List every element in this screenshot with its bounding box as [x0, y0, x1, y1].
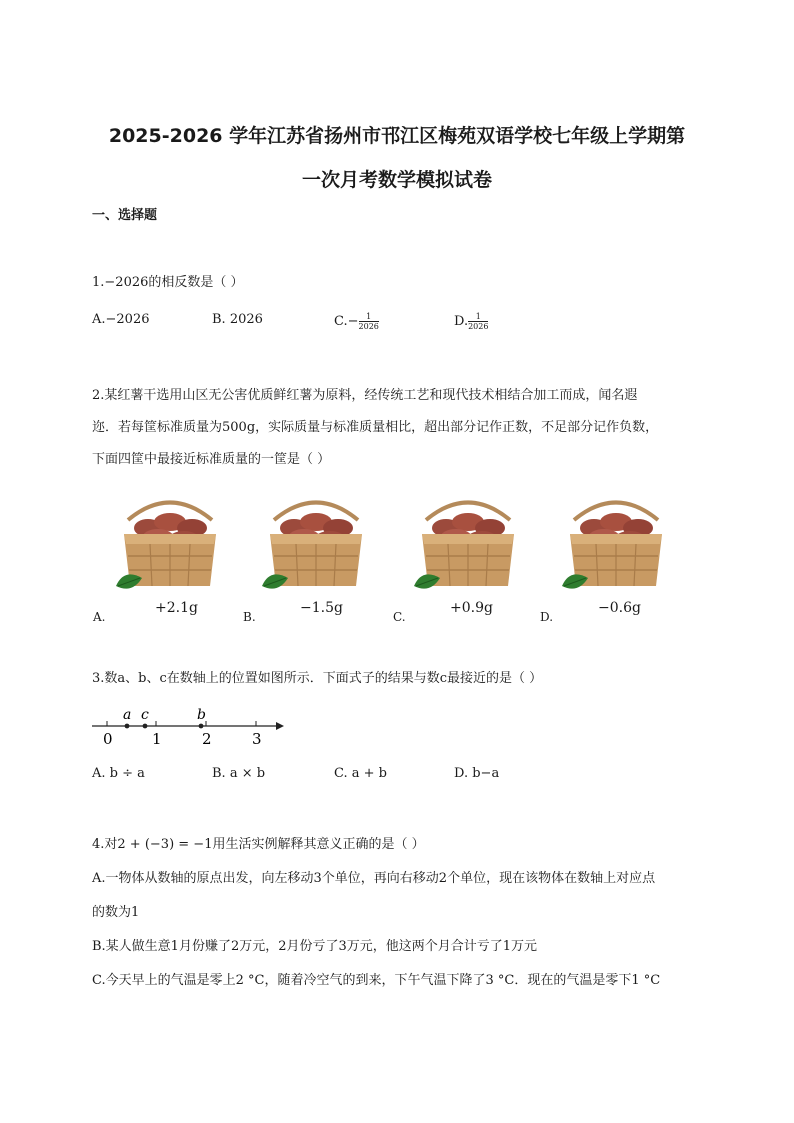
- point-label-a: a: [123, 707, 132, 723]
- q1-option-a[interactable]: A.−2026: [92, 312, 150, 327]
- axis-label-1: 1: [152, 730, 162, 748]
- question-1-stem: 1.−2026的相反数是（ ）: [92, 275, 244, 290]
- basket-image-c: [408, 490, 528, 600]
- title-line-2: 一次月考数学模拟试卷: [301, 169, 492, 191]
- q2-option-d-label[interactable]: D.: [540, 610, 554, 624]
- q2-option-c-value: +0.9g: [450, 600, 493, 616]
- axis-label-2: 2: [202, 730, 212, 748]
- axis-label-0: 0: [103, 730, 113, 748]
- q2-option-b-label[interactable]: B.: [243, 610, 256, 624]
- q3-option-b[interactable]: B. a × b: [212, 766, 266, 781]
- number-line-arrow-icon: [276, 722, 284, 730]
- q3-option-c[interactable]: C. a + b: [334, 766, 387, 781]
- q1-option-c-fraction: [359, 312, 379, 331]
- section-heading: 一、选择题: [92, 208, 158, 223]
- q1-option-c[interactable]: [334, 312, 379, 331]
- question-3-stem: 3.数a、b、c在数轴上的位置如图所示．下面式子的结果与数c最接近的是（ ）: [92, 671, 543, 686]
- q4-option-a-line-1[interactable]: A.一物体从数轴的原点出发，向左移动3个单位，再向右移动2个单位，现在该物体在数轴上对应点: [92, 871, 656, 886]
- title-line-1: 2025-2026 学年江苏省扬州市邗江区梅苑双语学校七年级上学期第: [108, 125, 686, 147]
- point-c: [143, 724, 148, 729]
- q2-line-3: 下面四筐中最接近标准质量的一筐是（ ）: [92, 452, 331, 467]
- basket-image-a: [110, 490, 230, 600]
- fraction-denominator: 2026: [358, 322, 379, 331]
- point-label-c: c: [141, 707, 149, 723]
- q1-option-d-prefix: D.: [454, 314, 469, 329]
- q1-option-b[interactable]: B. 2026: [212, 312, 263, 327]
- axis-label-3: 3: [252, 730, 262, 748]
- q2-option-a-value: +2.1g: [155, 600, 198, 616]
- point-b: [199, 724, 204, 729]
- q1-option-d[interactable]: [454, 312, 488, 331]
- point-label-b: b: [197, 707, 206, 723]
- q3-option-a[interactable]: A. b ÷ a: [92, 766, 145, 781]
- q2-line-2: 迩．若每筐标准质量为500g，实际质量与标准质量相比，超出部分记作正数，不足部分记作负数，: [92, 420, 659, 435]
- fraction-denominator: 2026: [468, 322, 489, 331]
- number-line: [92, 702, 292, 748]
- basket-image-d: [556, 490, 676, 600]
- q4-option-c[interactable]: C.今天早上的气温是零上2 °C，随着冷空气的到来，下午气温下降了3 °C．现在的气温是零下1 °C: [92, 973, 661, 988]
- question-4-stem: 4.对2 + (−3) = −1用生活实例解释其意义正确的是（ ）: [92, 837, 425, 852]
- q2-option-d-value: −0.6g: [598, 600, 641, 616]
- question-4: [92, 828, 712, 998]
- basket-image-b: [256, 490, 376, 600]
- q1-option-c-prefix: C.−: [334, 314, 359, 329]
- fraction-numerator: 1: [359, 312, 379, 322]
- question-3-options: [92, 766, 712, 790]
- question-1-options: [92, 312, 712, 336]
- page-title: [60, 114, 734, 202]
- q4-option-a-line-2[interactable]: 的数为1: [92, 905, 140, 920]
- q2-option-a-label[interactable]: A.: [93, 610, 106, 624]
- q4-option-b[interactable]: B.某人做生意1月份赚了2万元，2月份亏了3万元，他这两个月合计亏了1万元: [92, 939, 538, 954]
- question-2-stem: [92, 380, 712, 476]
- fraction-numerator: 1: [468, 312, 488, 322]
- q2-line-1: 2.某红薯干选用山区无公害优质鲜红薯为原料，经传统工艺和现代技术相结合加工而成，闻名遐: [92, 388, 638, 403]
- q3-option-d[interactable]: D. b−a: [454, 766, 500, 781]
- point-a: [125, 724, 130, 729]
- q1-option-d-fraction: [468, 312, 488, 331]
- q2-option-c-label[interactable]: C.: [393, 610, 406, 624]
- q2-option-b-value: −1.5g: [300, 600, 343, 616]
